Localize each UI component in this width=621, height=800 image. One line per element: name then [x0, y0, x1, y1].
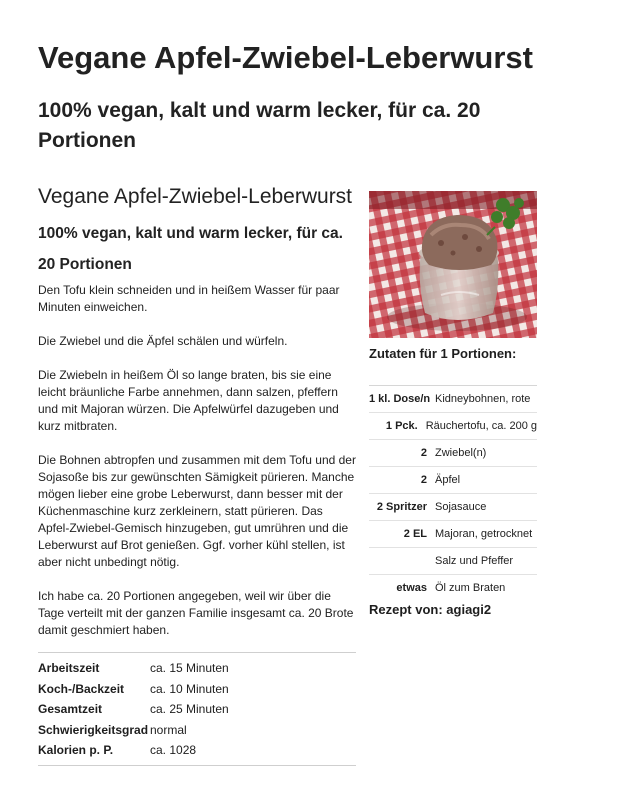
- recipe-main-column: [38, 176, 356, 766]
- page-subtitle: 100% vegan, kalt und warm lecker, für ca. 20 Portionen: [38, 99, 481, 152]
- ingredient-row: [369, 413, 537, 440]
- info-row: [38, 720, 356, 741]
- ingredient-row: [369, 440, 537, 467]
- ingredient-name: Öl zum Braten: [435, 582, 506, 594]
- ingredient-row: [369, 467, 537, 494]
- instruction-step: Ich habe ca. 20 Portionen angegeben, weil wir über die Tage verteilt mit der ganzen Familie insgesamt ca. 20 Brote damit geschmiert haben.: [38, 589, 354, 637]
- info-label: Koch-/Backzeit: [38, 681, 125, 696]
- ingredient-amount: 1 Pck.: [385, 420, 418, 432]
- info-value: ca. 15 Minuten: [150, 661, 229, 675]
- recipe-photo: [369, 191, 537, 338]
- ingredient-row: [369, 494, 537, 521]
- ingredient-amount: 2: [420, 474, 427, 486]
- instruction-step: Die Bohnen abtropfen und zusammen mit dem Tofu und der Sojasoße bis zur gewünschten Sämigkeit pürieren. Manche mögen lieber eine grobe Leberwurst, dann besser mit der Küchenmaschine kurz zerkleinern, statt pürieren. Das Apfel-Zwiebel-Gemisch hinzugeben, gut umrühren und die Leberwurst auf Brot genießen. Ggf. vorher kühl stellen, ist aber nicht unbedingt nötig.: [38, 453, 356, 569]
- ingredient-row: [369, 548, 537, 575]
- info-row: [38, 679, 356, 700]
- info-value: normal: [150, 722, 187, 737]
- recipe-title: Vegane Apfel-Zwiebel-Leberwurst: [38, 185, 353, 208]
- info-row: [38, 699, 356, 720]
- instruction-step: Die Zwiebeln in heißem Öl so lange braten, bis sie eine leicht bräunliche Farbe annehmen, dann salzen, pfeffern und mit Majoran würzen. Die Apfelwürfel dazugeben und kurz mitbraten.: [38, 368, 339, 433]
- ingredient-row: [369, 575, 537, 601]
- recipe-subtitle: 100% vegan, kalt und warm lecker, für ca. 20 Portionen: [38, 225, 343, 273]
- ingredient-amount: etwas: [396, 582, 427, 594]
- ingredients-heading: Zutaten für 1 Portionen:: [369, 346, 517, 361]
- ingredient-amount: 2 EL: [403, 528, 427, 540]
- ingredient-name: Äpfel: [435, 474, 461, 486]
- instruction-step: Die Zwiebel und die Äpfel schälen und würfeln.: [38, 334, 288, 348]
- ingredient-row: [369, 521, 537, 548]
- info-value: ca. 25 Minuten: [150, 702, 229, 716]
- info-value: ca. 10 Minuten: [150, 681, 229, 696]
- recipe-author: Rezept von: agiagi2: [369, 602, 492, 617]
- info-label: Gesamtzeit: [38, 702, 103, 716]
- ingredient-name: Räuchertofu, ca. 200 g: [425, 420, 537, 432]
- info-value: ca. 1028: [150, 743, 197, 757]
- info-row: [38, 740, 356, 761]
- ingredient-row: [369, 386, 537, 413]
- ingredient-name: Salz und Pfeffer: [435, 555, 514, 567]
- ingredient-name: Sojasauce: [435, 501, 487, 513]
- ingredient-name: Majoran, getrocknet: [435, 528, 533, 540]
- ingredient-name: Zwiebel(n): [435, 447, 487, 459]
- info-label: Arbeitszeit: [38, 661, 100, 675]
- info-row: [38, 658, 356, 679]
- ingredient-amount: 1 kl. Dose/n: [369, 393, 431, 405]
- recipe-info-table: [38, 652, 356, 766]
- ingredient-name: Kidneybohnen, rote: [435, 393, 531, 405]
- ingredients-table: [369, 385, 537, 601]
- page-title: Vegane Apfel-Zwiebel-Leberwurst: [38, 40, 533, 75]
- instruction-step: Den Tofu klein schneiden und in heißem Wasser für paar Minuten einweichen.: [38, 283, 340, 314]
- ingredient-amount: 2 Spritzer: [376, 501, 427, 513]
- info-label: Schwierigkeitsgrad: [38, 722, 149, 737]
- ingredient-amount: 2: [420, 447, 427, 459]
- info-label: Kalorien p. P.: [38, 743, 114, 757]
